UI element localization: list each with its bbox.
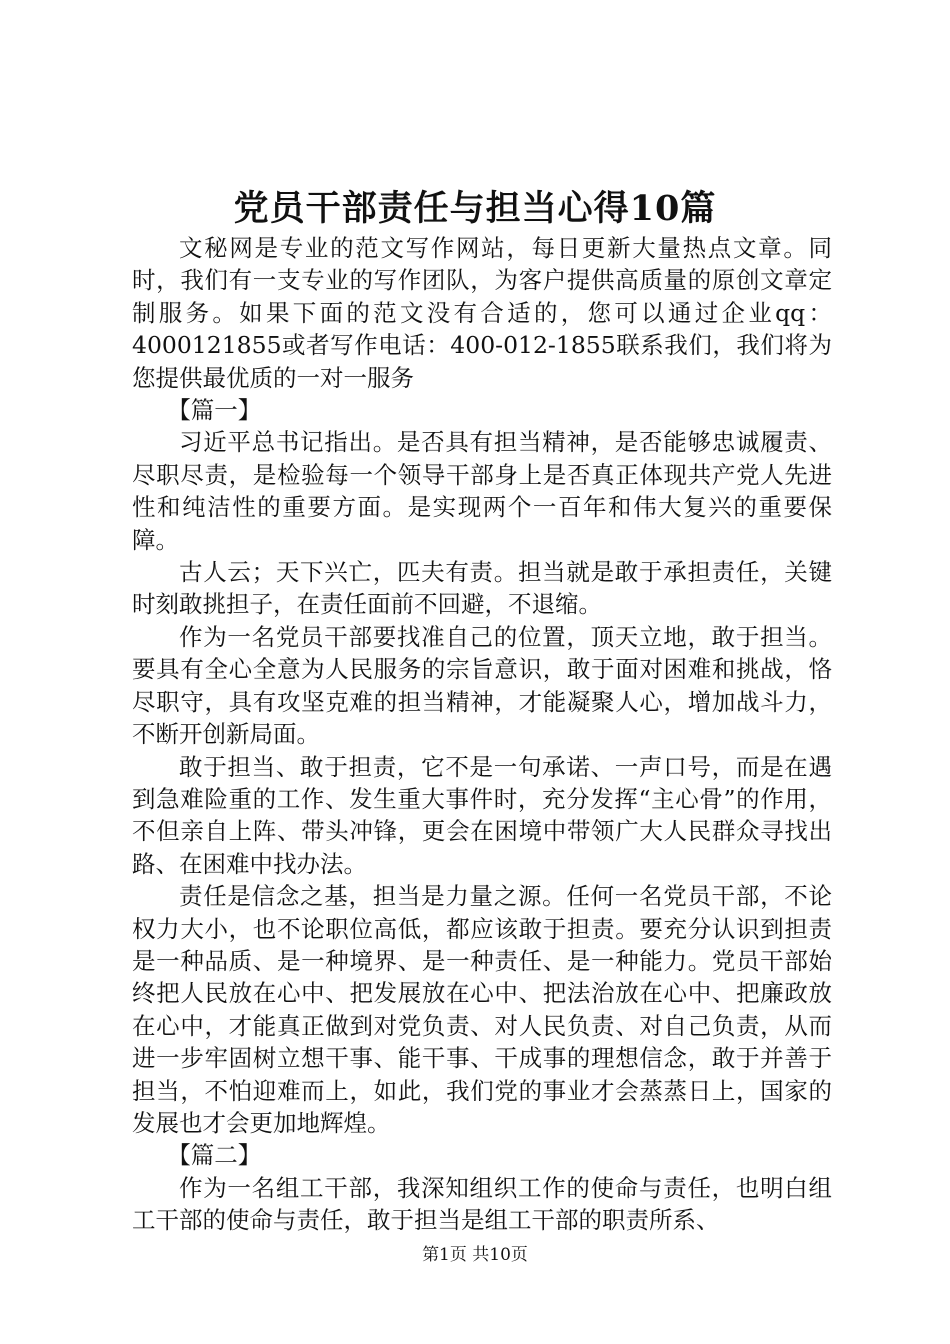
page-indicator: 第1页 共10页 [422, 1245, 528, 1265]
section1-paragraph: 敢于担当、敢于担责，它不是一句承诺、一声口号，而是在遇到急难险重的工作、发生重大事件时，充分发挥“主心骨”的作用，不但亲自上阵、带头冲锋，更会在困境中带领广大人民群众寻找出路、在困难中找办法。 [132, 752, 832, 878]
section2-paragraph: 作为一名组工干部，我深知组织工作的使命与责任，也明白组工干部的使命与责任，敢于担当是组工干部的职责所系、 [132, 1173, 832, 1235]
section1-paragraph: 作为一名党员干部要找准自己的位置，顶天立地，敢于担当。要具有全心全意为人民服务的宗旨意识，敢于面对困难和挑战，恪尽职守，具有攻坚克难的担当精神，才能凝聚人心，增加战斗力，不断开创新局面。 [132, 622, 832, 749]
section1-paragraph: 习近平总书记指出。是否具有担当精神，是否能够忠诚履责、尽职尽责，是检验每一个领导干部身上是否真正体现共产党人先进性和纯洁性的重要方面。是实现两个一百年和伟大复兴的重要保障。 [132, 428, 832, 554]
section1-paragraph: 责任是信念之基，担当是力量之源。任何一名党员干部，不论权力大小，也不论职位高低，都应该敢于担责。要充分认识到担责是一种品质、是一种境界、是一种责任、是一种能力。党员干部始终把人民放在心中、把发展放在心中、把法治放在心中、把廉政放在心中，才能真正做到对党负责、对人民负责、对自己负责，从而进一步牢固树立想干事、能干事、干成事的理想信念，敢于并善于担当，不怕迎难而上，如此，我们党的事业才会蒸蒸日上，国家的发展也才会更加地辉煌。 [132, 882, 832, 1137]
document-body [132, 232, 832, 1237]
section1-paragraph: 古人云；天下兴亡，匹夫有责。担当就是敢于承担责任，关键时刻敢挑担子，在责任面前不回避，不退缩。 [132, 558, 832, 619]
intro-paragraph: 文秘网是专业的范文写作网站，每日更新大量热点文章。同时，我们有一支专业的写作团队，为客户提供高质量的原创文章定制服务。如果下面的范文没有合适的，您可以通过企业qq：4000121855或者写作电话：400-012-1855联系我们，我们将为您提供最优质的一对一服务 [132, 234, 832, 392]
document-title: 党员干部责任与担当心得10篇 [233, 188, 717, 229]
section-heading-2: 【篇二】 [167, 1141, 262, 1170]
section-heading-1: 【篇一】 [167, 396, 262, 425]
page-footer [0, 1244, 950, 1266]
